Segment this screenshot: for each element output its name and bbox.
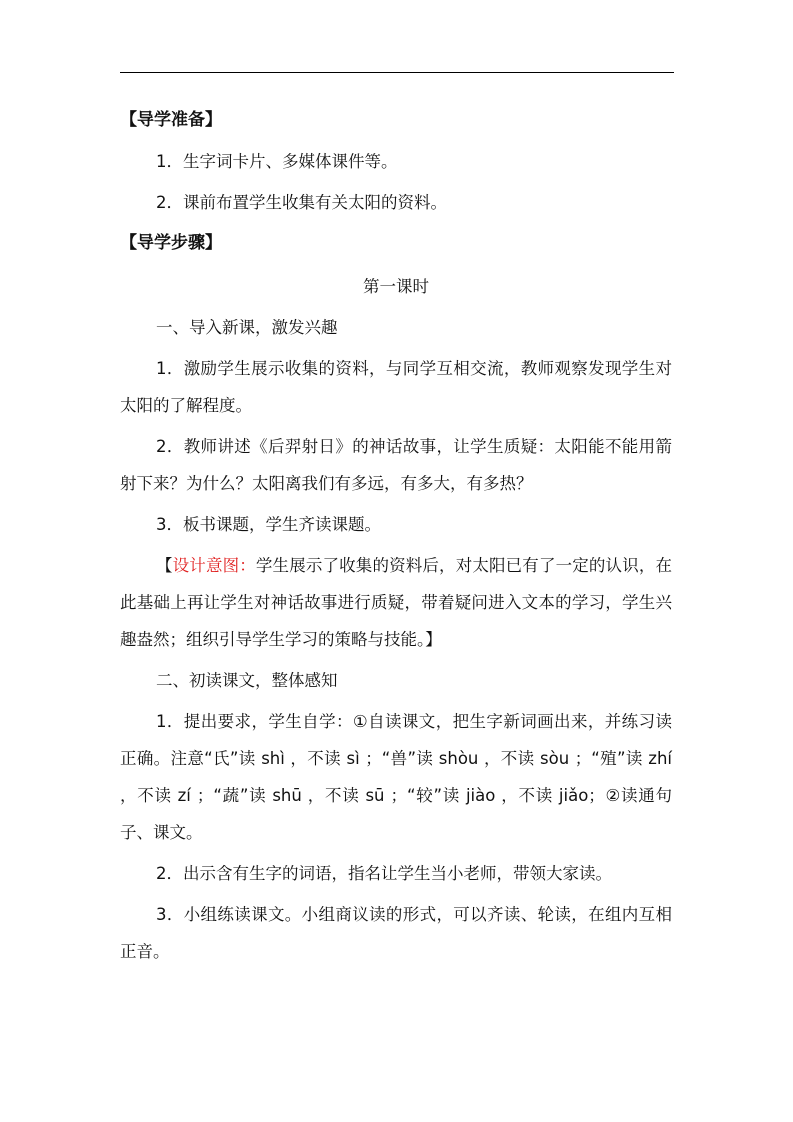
part2-title: 二、初读课文，整体感知 [156,671,338,690]
prep-item-1: 1．生字词卡片、多媒体课件等。 [156,152,398,171]
part1-item-1: 1．激励学生展示收集的资料，与同学互相交流，教师观察发现学生对太阳的了解程度。 [120,359,672,415]
header-rule [120,72,674,73]
steps-heading: 【导学步骤】 [120,233,222,253]
prep-item-2: 2．课前布置学生收集有关太阳的资料。 [156,193,447,212]
design-intent [120,547,672,658]
part1-item-3: 3．板书课题，学生齐读课题。 [156,515,381,534]
design-intent-text: 学生展示了收集的资料后，对太阳已有了一定的认识，在此基础上再让学生对神话故事进行质疑，带着疑问进入文本的学习，学生兴趣盎然；组织引导学生学习的策略与技能。】 [120,556,673,649]
lesson-title: 第一课时 [363,277,429,296]
part2-item-2: 2．出示含有生字的词语，指名让学生当小老师，带领大家读。 [156,864,612,883]
part1-title: 一、导入新课，激发兴趣 [156,318,338,337]
design-intent-open-bracket: 【 [156,556,173,575]
document-body [120,98,672,970]
design-intent-label: 设计意图： [172,556,256,575]
prep-heading: 【导学准备】 [120,110,222,130]
part2-item-1: 1．提出要求，学生自学：①自读课文，把生字新词画出来，并练习读正确。注意“氏”读 shì ，不读 sì ；“兽”读 shòu ，不读 sòu ；“殖”读 zhí ，不读 zí ；“蔬”读 shū ，不读 sū ；“较”读 jiào ，不读 jiǎo；②读通句子、课文。 [120,712,672,842]
part1-item-2: 2．教师讲述《后羿射日》的神话故事，让学生质疑：太阳能不能用箭射下来？为什么？太阳离我们有多远，有多大，有多热？ [120,437,672,493]
part2-item-3: 3．小组练读课文。小组商议读的形式，可以齐读、轮读，在组内互相正音。 [120,905,672,961]
